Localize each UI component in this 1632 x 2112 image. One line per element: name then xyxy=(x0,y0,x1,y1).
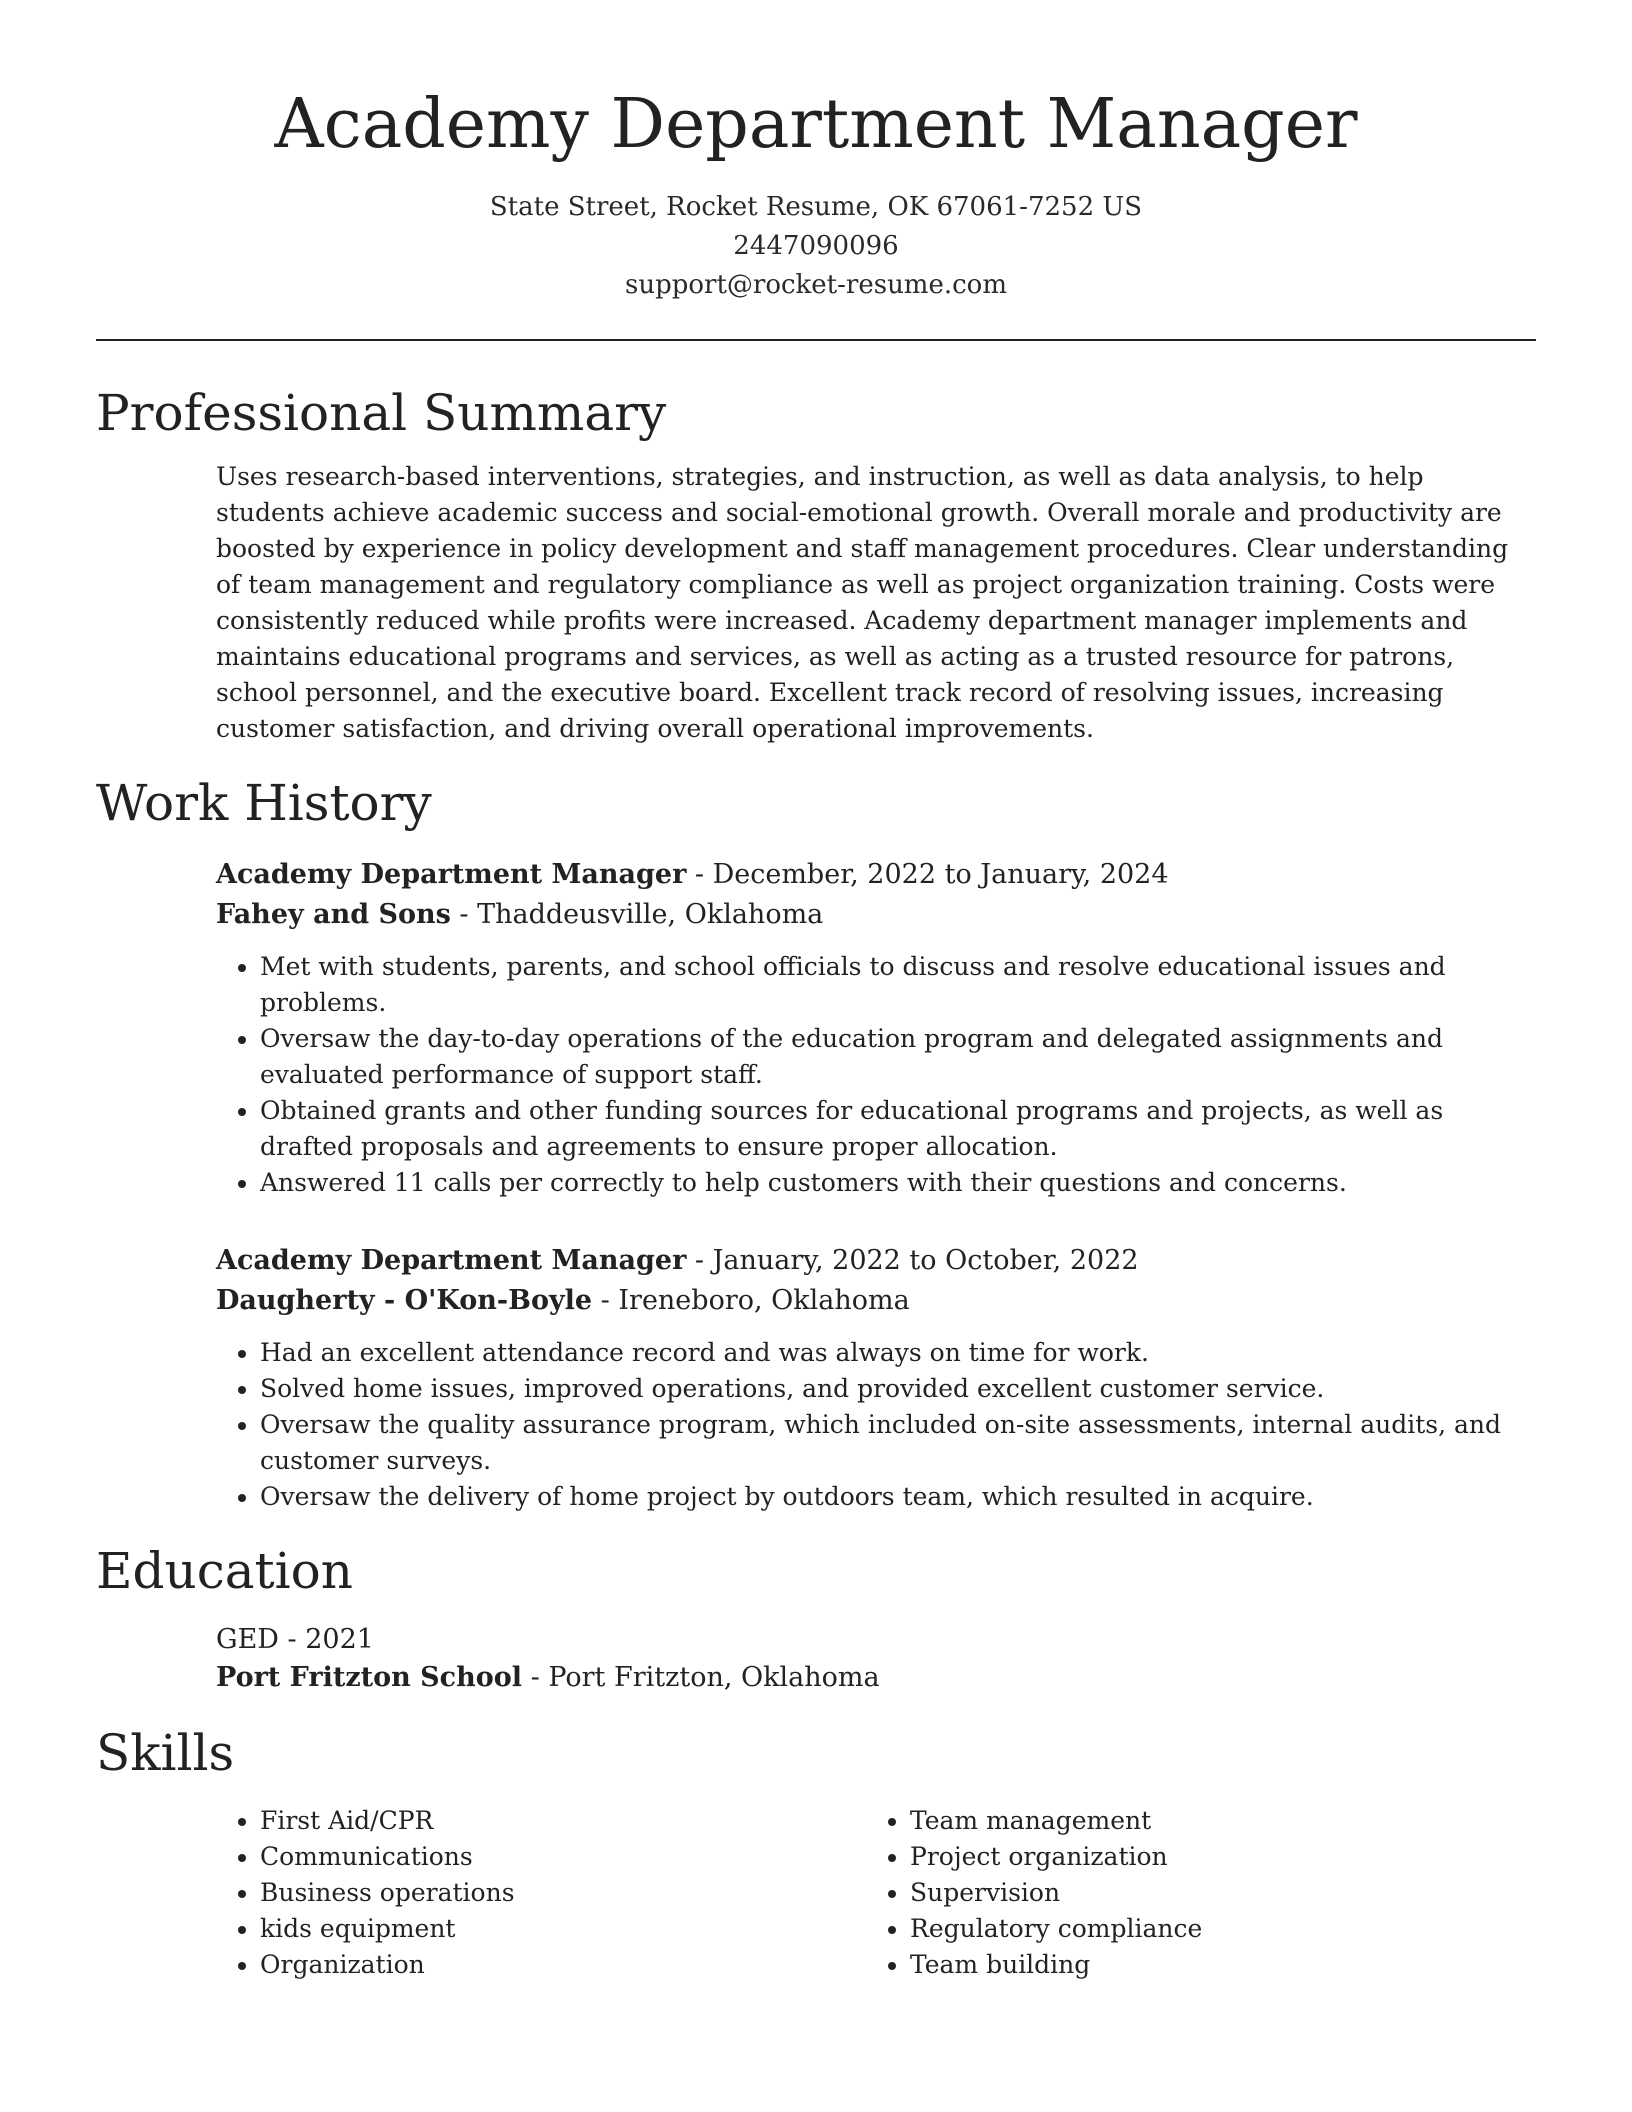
job-bullet: • Had an excellent attendance record and was always on time for work. xyxy=(260,1335,1536,1371)
job-role: Academy Department Manager xyxy=(216,858,687,890)
education-title: Education xyxy=(96,1541,353,1600)
education-school-line xyxy=(216,1659,1536,1697)
job-bullet: • Oversaw the day-to-day operations of the education program and delegated assignments and evaluated performance of support staff. xyxy=(260,1021,1536,1093)
job-role: Academy Department Manager xyxy=(216,1244,687,1276)
summary-text: Uses research-based interventions, strategies, and instruction, as well as data analysis, to help students achieve academic success and social-emotional growth. Overall morale and productivity are boosted by experience in policy development and staff management procedures. Clear understanding of team management and regulatory compliance as well as project organization training. Costs were consistently reduced while profits were increased. Academy department manager implements and maintains educational programs and services, as well as acting as a trusted resource for patrons, school personnel, and the executive board. Excellent track record of resolving issues, increasing customer satisfaction, and driving overall operational improvements. xyxy=(216,461,1509,743)
work-history-title: Work History xyxy=(96,773,432,832)
skills-column-right xyxy=(866,1803,1516,1983)
skills-column-left xyxy=(216,1803,866,1983)
skill-item: • Supervision xyxy=(910,1875,1516,1911)
contact-info xyxy=(96,188,1536,305)
job-bullet: • Solved home issues, improved operations, and provided excellent customer service. xyxy=(260,1371,1536,1407)
skill-item: • kids equipment xyxy=(260,1911,866,1947)
contact-email: support@rocket-resume.com xyxy=(624,269,1007,300)
skills-title: Skills xyxy=(96,1723,235,1782)
job-bullets xyxy=(216,949,1536,1201)
job-company-line xyxy=(216,1281,1536,1321)
skill-item: • Team management xyxy=(910,1803,1516,1839)
job-title-line xyxy=(216,1241,1536,1281)
header-divider xyxy=(96,339,1536,341)
summary-title: Professional Summary xyxy=(96,383,667,442)
job-bullet: • Obtained grants and other funding sources for educational programs and projects, as well as drafted proposals and agreements to ensure proper allocation. xyxy=(260,1093,1536,1165)
skills-section xyxy=(96,1723,1536,1983)
skill-item: • Organization xyxy=(260,1947,866,1983)
contact-address: State Street, Rocket Resume, OK 67061-7252 US xyxy=(489,191,1143,222)
skill-item: • Project organization xyxy=(910,1839,1516,1875)
skill-item: • Team building xyxy=(910,1947,1516,1983)
job-entry xyxy=(216,1241,1536,1515)
job-dates: - December, 2022 to January, 2024 xyxy=(686,858,1169,890)
education-degree: GED - 2021 xyxy=(216,1623,374,1655)
job-bullets xyxy=(216,1335,1536,1515)
work-history-section xyxy=(96,773,1536,1515)
skills-grid xyxy=(216,1803,1536,1983)
job-company: Daugherty - O'Kon-Boyle xyxy=(216,1284,593,1316)
education-location: - Port Fritzton, Oklahoma xyxy=(522,1661,880,1693)
resume-header xyxy=(96,0,1536,305)
candidate-name: Academy Department Manager xyxy=(274,85,1358,164)
job-bullet: • Oversaw the delivery of home project by outdoors team, which resulted in acquire. xyxy=(260,1479,1536,1515)
job-company: Fahey and Sons xyxy=(216,898,451,930)
skill-item: • Regulatory compliance xyxy=(910,1911,1516,1947)
job-bullet: • Oversaw the quality assurance program, which included on-site assessments, internal audits, and customer surveys. xyxy=(260,1407,1536,1479)
job-bullet: • Answered 11 calls per correctly to help customers with their questions and concerns. xyxy=(260,1165,1536,1201)
job-dates: - January, 2022 to October, 2022 xyxy=(686,1244,1139,1276)
summary-section xyxy=(96,383,1536,747)
job-location: - Thaddeusville, Oklahoma xyxy=(450,898,824,930)
job-bullet: • Met with students, parents, and school officials to discuss and resolve educational issues and problems. xyxy=(260,949,1536,1021)
contact-phone: 2447090096 xyxy=(733,230,899,261)
skill-item: • First Aid/CPR xyxy=(260,1803,866,1839)
job-title-line xyxy=(216,855,1536,895)
skill-item: • Business operations xyxy=(260,1875,866,1911)
job-entry xyxy=(216,855,1536,1201)
resume-page xyxy=(96,0,1536,1983)
skill-item: • Communications xyxy=(260,1839,866,1875)
education-school: Port Fritzton School xyxy=(216,1661,523,1693)
job-company-line xyxy=(216,895,1536,935)
job-location: - Ireneboro, Oklahoma xyxy=(592,1284,910,1316)
education-section xyxy=(96,1541,1536,1697)
